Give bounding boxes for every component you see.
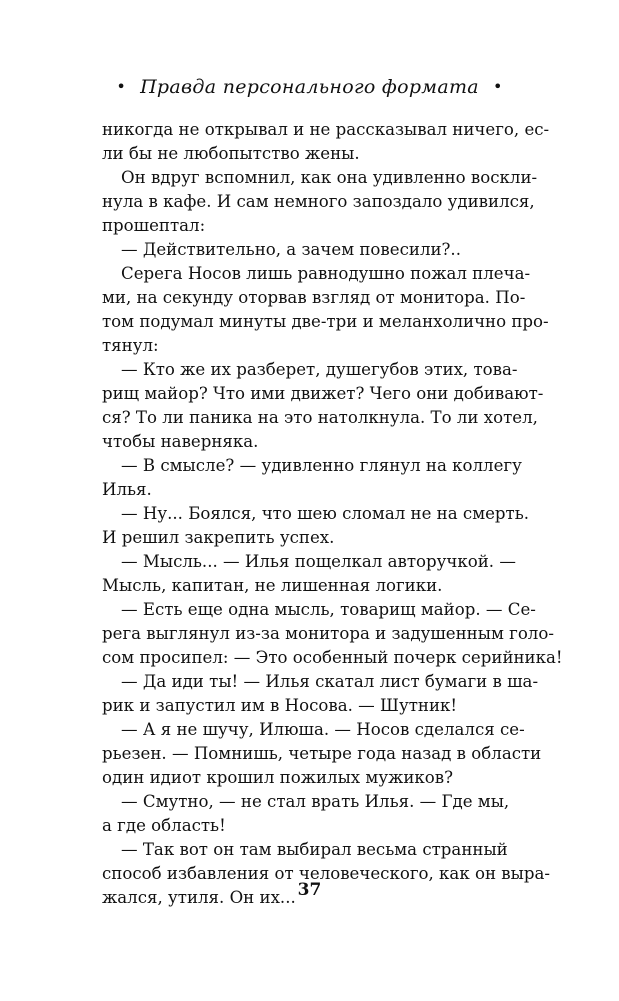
text-line: — Мысль... — Илья пощелкал авторучкой. — <box>121 552 516 571</box>
text-line: чтобы наверняка. <box>102 432 259 451</box>
text-line: ми, на секунду оторвав взгляд от монитора. По- <box>102 288 526 307</box>
text-line: тянул: <box>102 336 159 355</box>
text-line: Мысль, капитан, не лишенная логики. <box>102 576 443 595</box>
text-line: рьезен. — Помнишь, четыре года назад в области <box>102 744 542 763</box>
text-line: прошептал: <box>102 216 206 235</box>
text-line: — Есть еще одна мысль, товарищ майор. — Се- <box>121 600 536 619</box>
header-title: Правда персонального формата <box>140 76 479 98</box>
text-line: Илья. <box>102 480 152 499</box>
text-line: способ избавления от человеческого, как он выра- <box>102 864 550 883</box>
text-line: — Действительно, а зачем повесили?.. <box>121 240 461 259</box>
text-line: — В смысле? — удивленно глянул на коллегу <box>121 456 522 475</box>
text-line: никогда не открывал и не рассказывал ничего, ес- <box>102 120 550 139</box>
text-line: а где область! <box>102 816 226 835</box>
header-bullet-right: • <box>492 77 503 96</box>
text-line: — Кто же их разберет, душегубов этих, това- <box>121 360 518 379</box>
text-line: том подумал минуты две-три и меланхолично про- <box>102 312 549 331</box>
text-line: — Так вот он там выбирал весьма странный <box>121 840 508 859</box>
text-line: жался, утиля. Он их... <box>102 888 296 907</box>
running-header <box>0 76 619 98</box>
text-line: рик и запустил им в Носова. — Шутник! <box>102 696 458 715</box>
text-line: нула в кафе. И сам немного запоздало удивился, <box>102 192 535 211</box>
text-line: рищ майор? Что ими движет? Чего они добивают- <box>102 384 544 403</box>
text-line: один идиот крошил пожилых мужиков? <box>102 768 454 787</box>
text-line: Серега Носов лишь равнодушно пожал плеча- <box>121 264 531 283</box>
text-line: рега выглянул из-за монитора и задушенным голо- <box>102 624 554 643</box>
text-line: сом просипел: — Это особенный почерк серийника! <box>102 648 563 667</box>
header-bullet-left: • <box>116 77 127 96</box>
text-line: — Смутно, — не стал врать Илья. — Где мы, <box>121 792 510 811</box>
text-line: И решил закрепить успех. <box>102 528 335 547</box>
body-text <box>102 118 563 910</box>
text-line: — А я не шучу, Илюша. — Носов сделался се- <box>121 720 525 739</box>
text-line: ся? То ли паника на это натолкнула. То ли хотел, <box>102 408 538 427</box>
text-line: ли бы не любопытство жены. <box>102 144 360 163</box>
text-line: — Ну... Боялся, что шею сломал не на смерть. <box>121 504 530 523</box>
text-line: Он вдруг вспомнил, как она удивленно воскли- <box>121 168 538 187</box>
text-line: — Да иди ты! — Илья скатал лист бумаги в ша- <box>121 672 539 691</box>
page-number: 37 <box>297 880 322 900</box>
